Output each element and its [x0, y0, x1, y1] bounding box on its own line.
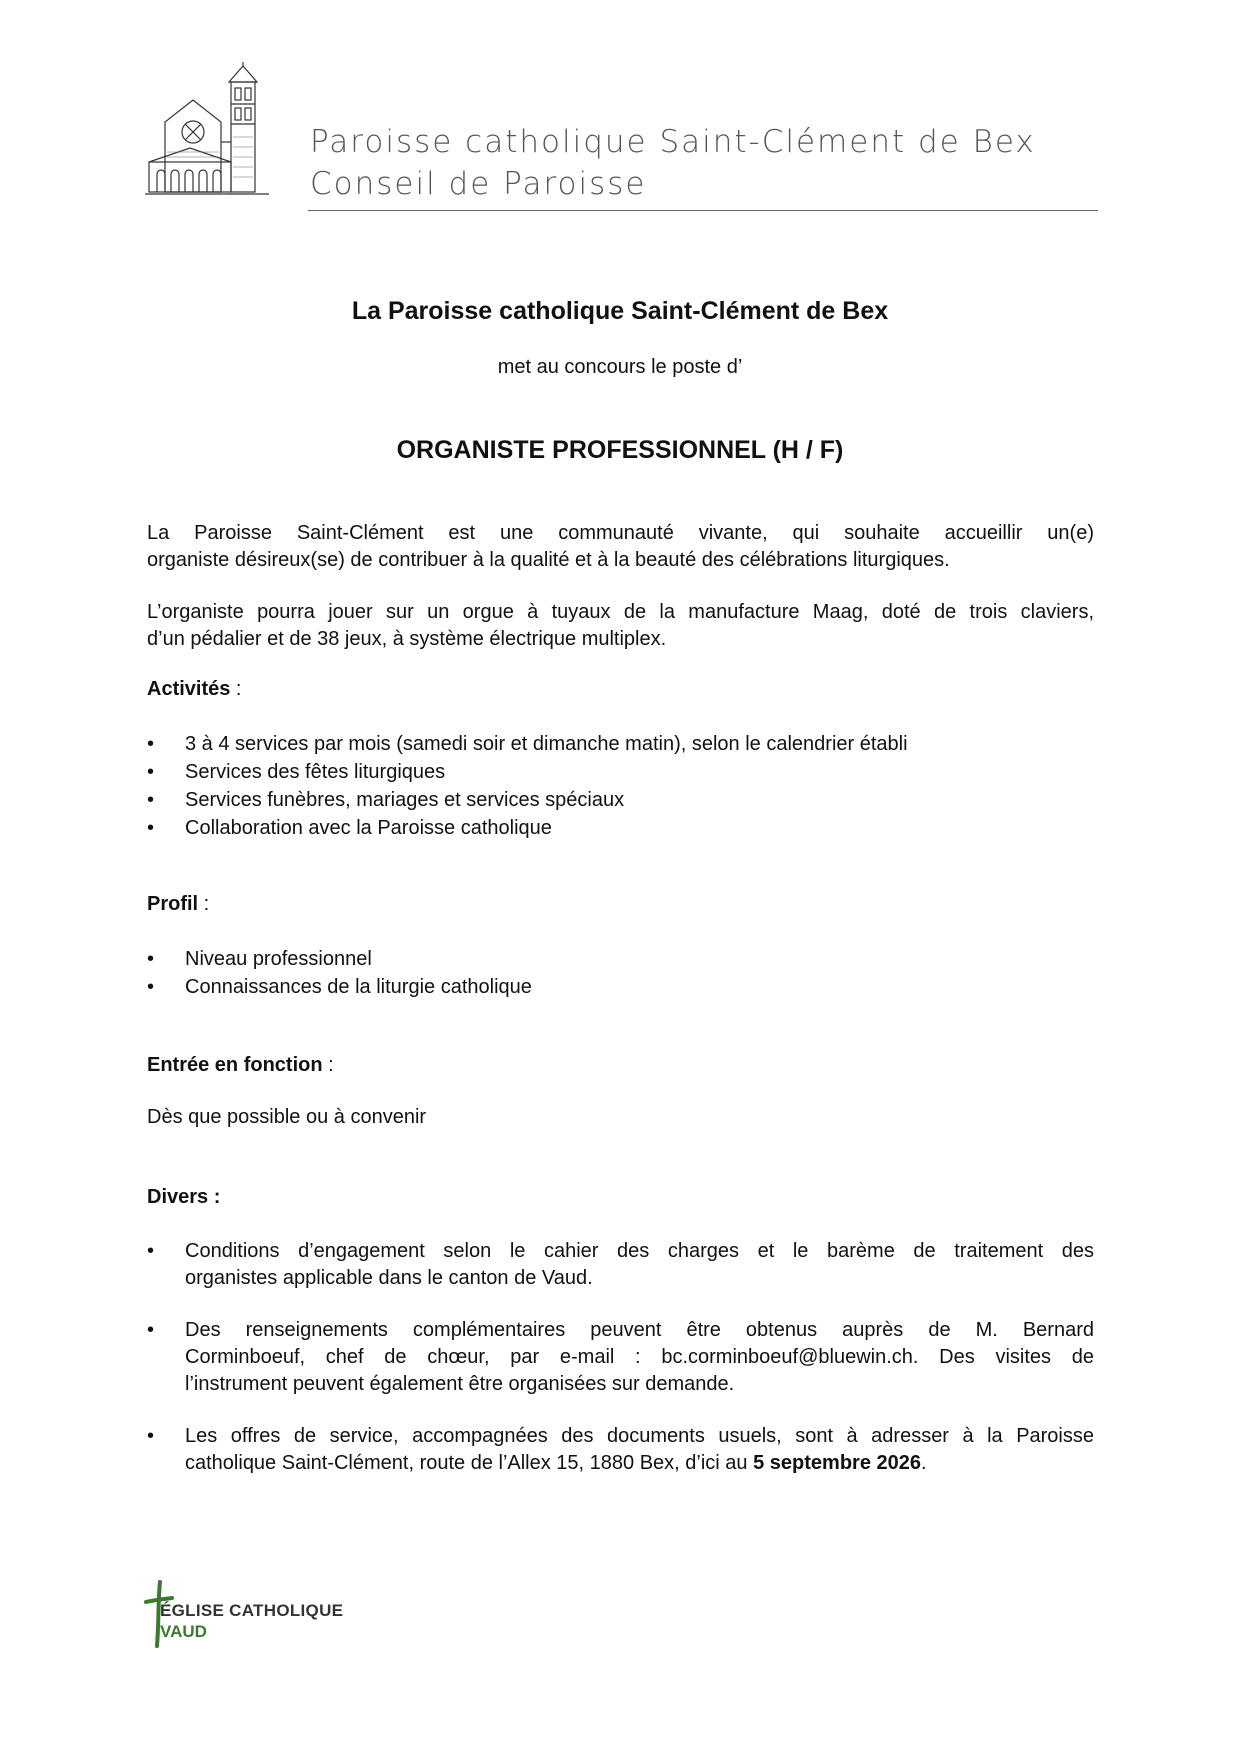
intro-paragraph-1: [147, 520, 1094, 574]
list-item: [147, 1317, 1094, 1398]
text-line: d’un pédalier et de 38 jeux, à système électrique multiplex.: [147, 628, 667, 650]
misc-list-item-2: [147, 1317, 1094, 1398]
deadline-date: 5 septembre 2026: [753, 1452, 921, 1474]
text-line: L’organiste pourra jouer sur un orgue à tuyaux de la manufacture Maag, doté de trois claviers,: [147, 601, 1094, 623]
misc-list-item-3: [147, 1423, 1094, 1477]
letterhead-rule: [308, 210, 1098, 211]
activities-list: [147, 730, 1094, 842]
list-item: • Connaissances de la liturgie catholique: [147, 973, 1094, 1001]
text-line: Corminboeuf, chef de chœur, par e-mail : bc.corminboeuf@bluewin.ch. Des visites de: [185, 1346, 1094, 1368]
text-line: La Paroisse Saint-Clément est une communauté vivante, qui souhaite accueillir un(e): [147, 522, 1094, 544]
list-item: [147, 1238, 1094, 1292]
text-line: l’instrument peuvent également être organisées sur demande.: [185, 1373, 735, 1395]
start-date-heading: Entrée en fonction :: [147, 1054, 334, 1076]
profile-list: [147, 945, 1094, 1001]
list-item: • Services funèbres, mariages et services spéciaux: [147, 786, 1094, 814]
letterhead-council: Conseil de Paroisse: [310, 166, 647, 202]
text-line: catholique Saint-Clément, route de l’Allex 15, 1880 Bex, d’ici au 5 septembre 2026.: [185, 1452, 927, 1474]
list-item: • Services des fêtes liturgiques: [147, 758, 1094, 786]
list-item: • Niveau professionnel: [147, 945, 1094, 973]
text-line: • Conditions d’engagement selon le cahier des charges et le barème de traitement des: [185, 1240, 1094, 1262]
misc-heading: Divers :: [147, 1186, 221, 1208]
activities-heading: Activités :: [147, 678, 242, 700]
profile-heading: Profil :: [147, 893, 210, 915]
footer-logo-line1: ÉGLISE CATHOLIQUE: [160, 1601, 344, 1620]
text-line: organistes applicable dans le canton de Vaud.: [185, 1267, 593, 1289]
list-item: • Collaboration avec la Paroisse catholique: [147, 814, 1094, 842]
misc-list-item-1: [147, 1238, 1094, 1292]
document-subtitle: met au concours le poste d’: [497, 356, 743, 378]
list-item: [147, 1423, 1094, 1477]
post-title: ORGANISTE PROFESSIONNEL (H / F): [396, 436, 844, 464]
letterhead-parish-name: Paroisse catholique Saint-Clément de Bex: [310, 124, 1036, 160]
document-title: La Paroisse catholique Saint-Clément de Bex: [351, 297, 889, 325]
footer-logo-line2: VAUD: [160, 1622, 207, 1641]
text-line: • Les offres de service, accompagnées des documents usuels, sont à adresser à la Paroisse: [185, 1425, 1094, 1447]
text-line: organiste désireux(se) de contribuer à la qualité et à la beauté des célébrations liturgiques.: [147, 549, 950, 571]
text-line: • Des renseignements complémentaires peuvent être obtenus auprès de M. Bernard: [185, 1319, 1094, 1341]
intro-paragraph-2: [147, 599, 1094, 653]
church-drawing-logo: [145, 62, 273, 202]
start-date-text: Dès que possible ou à convenir: [147, 1106, 427, 1128]
list-item: • 3 à 4 services par mois (samedi soir et dimanche matin), selon le calendrier établi: [147, 730, 1094, 758]
